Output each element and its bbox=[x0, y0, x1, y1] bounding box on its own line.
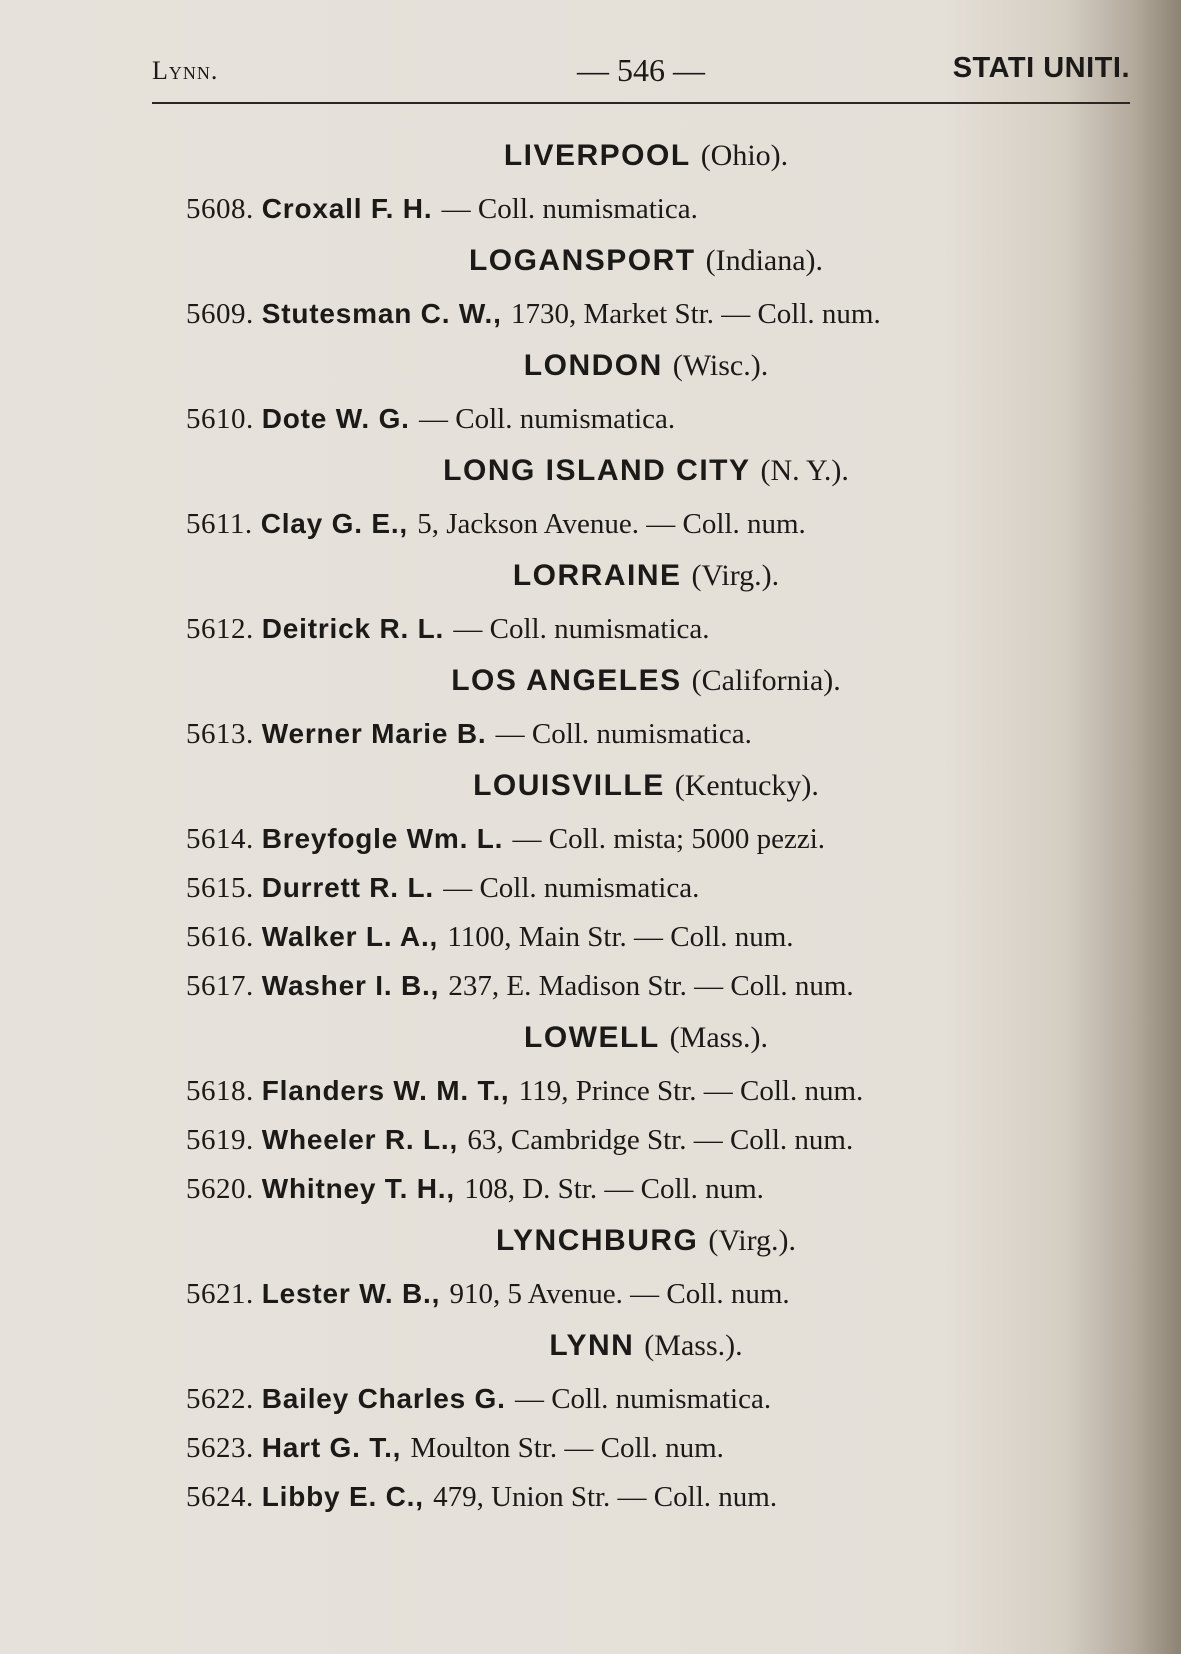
directory-entry bbox=[186, 1269, 1146, 1318]
entry-detail: — Coll. numismatica. bbox=[453, 613, 710, 645]
entry-detail: 119, Prince Str. — Coll. num. bbox=[518, 1075, 864, 1107]
city-region: (Kentucky). bbox=[674, 769, 819, 802]
page-number: — 546 — bbox=[577, 52, 705, 88]
directory-entry bbox=[186, 1374, 1146, 1423]
entry-name: Werner Marie B. bbox=[261, 718, 487, 749]
entry-detail: — Coll. numismatica. bbox=[419, 403, 676, 435]
directory-entry bbox=[186, 184, 1146, 233]
city-name: LOS ANGELES bbox=[451, 664, 682, 697]
city-name: LONDON bbox=[523, 349, 663, 382]
city-region: (Virg.). bbox=[691, 559, 780, 592]
entry-number: 5611. bbox=[186, 508, 253, 540]
city-region: (Mass.). bbox=[644, 1329, 743, 1362]
entry-number: 5618. bbox=[186, 1075, 254, 1107]
entry-detail: — Coll. mista; 5000 pezzi. bbox=[512, 823, 826, 855]
entry-detail: Moulton Str. — Coll. num. bbox=[410, 1432, 724, 1464]
city-heading bbox=[186, 1318, 1106, 1374]
directory-entry bbox=[186, 863, 1146, 912]
entry-detail: 910, 5 Avenue. — Coll. num. bbox=[449, 1278, 790, 1310]
city-name: LOUISVILLE bbox=[473, 769, 665, 802]
city-heading bbox=[186, 338, 1106, 394]
running-head-left: Lynn. bbox=[152, 56, 219, 85]
entry-detail: — Coll. numismatica. bbox=[443, 872, 700, 904]
city-heading bbox=[186, 1213, 1106, 1269]
entry-name: Walker L. A., bbox=[261, 921, 439, 952]
city-name: LONG ISLAND CITY bbox=[443, 454, 751, 487]
entry-number: 5615. bbox=[186, 872, 254, 904]
entry-name: Dote W. G. bbox=[261, 403, 410, 434]
directory-entry bbox=[186, 1115, 1146, 1164]
entry-detail: — Coll. numismatica. bbox=[495, 718, 752, 750]
city-region: (N. Y.). bbox=[760, 454, 849, 487]
directory-entry bbox=[186, 1164, 1146, 1213]
entry-detail: — Coll. numismatica. bbox=[441, 193, 698, 225]
entry-number: 5608. bbox=[186, 193, 254, 225]
entry-name: Libby E. C., bbox=[261, 1481, 424, 1512]
city-region: (Wisc.). bbox=[672, 349, 769, 382]
entry-name: Stutesman C. W., bbox=[261, 298, 502, 329]
entry-name: Hart G. T., bbox=[261, 1432, 402, 1463]
directory-entry bbox=[186, 912, 1146, 961]
entry-detail: 1730, Market Str. — Coll. num. bbox=[510, 298, 881, 330]
entry-name: Clay G. E., bbox=[260, 508, 408, 539]
page-header bbox=[152, 48, 1130, 98]
entry-detail: 5, Jackson Avenue. — Coll. num. bbox=[417, 508, 806, 540]
directory-listing bbox=[186, 128, 1146, 1521]
entry-detail: 108, D. Str. — Coll. num. bbox=[464, 1173, 764, 1205]
entry-number: 5619. bbox=[186, 1124, 254, 1156]
entry-name: Croxall F. H. bbox=[261, 193, 433, 224]
directory-entry bbox=[186, 1472, 1146, 1521]
entry-detail: 63, Cambridge Str. — Coll. num. bbox=[467, 1124, 854, 1156]
city-name: LYNN bbox=[549, 1329, 635, 1362]
entry-number: 5617. bbox=[186, 970, 254, 1002]
city-heading bbox=[186, 653, 1106, 709]
directory-entry bbox=[186, 709, 1146, 758]
entry-number: 5614. bbox=[186, 823, 254, 855]
entry-name: Lester W. B., bbox=[261, 1278, 441, 1309]
entry-number: 5609. bbox=[186, 298, 254, 330]
entry-name: Flanders W. M. T., bbox=[261, 1075, 510, 1106]
city-name: LOGANSPORT bbox=[468, 244, 696, 277]
entry-number: 5623. bbox=[186, 1432, 254, 1464]
entry-name: Durrett R. L. bbox=[261, 872, 434, 903]
directory-entry bbox=[186, 1423, 1146, 1472]
entry-number: 5624. bbox=[186, 1481, 254, 1513]
entry-number: 5621. bbox=[186, 1278, 254, 1310]
city-name: LYNCHBURG bbox=[495, 1224, 699, 1257]
entry-name: Bailey Charles G. bbox=[261, 1383, 506, 1414]
header-rule bbox=[152, 102, 1130, 104]
city-heading bbox=[186, 443, 1106, 499]
entry-name: Breyfogle Wm. L. bbox=[261, 823, 504, 854]
directory-entry bbox=[186, 961, 1146, 1010]
city-name: LIVERPOOL bbox=[503, 139, 691, 172]
entry-detail: 1100, Main Str. — Coll. num. bbox=[447, 921, 794, 953]
directory-entry bbox=[186, 499, 1146, 548]
city-heading bbox=[186, 1010, 1106, 1066]
entry-number: 5616. bbox=[186, 921, 254, 953]
city-name: LORRAINE bbox=[512, 559, 682, 592]
city-region: (Ohio). bbox=[700, 139, 789, 172]
city-region: (Indiana). bbox=[705, 244, 824, 277]
entry-number: 5610. bbox=[186, 403, 254, 435]
city-heading bbox=[186, 758, 1106, 814]
entry-name: Washer I. B., bbox=[261, 970, 440, 1001]
directory-entry bbox=[186, 1066, 1146, 1115]
directory-entry bbox=[186, 814, 1146, 863]
entry-name: Whitney T. H., bbox=[261, 1173, 455, 1204]
city-region: (Virg.). bbox=[708, 1224, 797, 1257]
entry-number: 5620. bbox=[186, 1173, 254, 1205]
city-name: LOWELL bbox=[524, 1021, 660, 1054]
directory-entry bbox=[186, 289, 1146, 338]
entry-name: Deitrick R. L. bbox=[261, 613, 445, 644]
city-heading bbox=[186, 233, 1106, 289]
running-head-right: STATI UNITI. bbox=[952, 52, 1130, 84]
entry-detail: 479, Union Str. — Coll. num. bbox=[433, 1481, 778, 1513]
entry-detail: 237, E. Madison Str. — Coll. num. bbox=[448, 970, 854, 1002]
city-heading bbox=[186, 128, 1106, 184]
city-region: (Mass.). bbox=[669, 1021, 768, 1054]
entry-name: Wheeler R. L., bbox=[261, 1124, 459, 1155]
city-heading bbox=[186, 548, 1106, 604]
entry-number: 5622. bbox=[186, 1383, 254, 1415]
city-region: (California). bbox=[691, 664, 841, 697]
entry-detail: — Coll. numismatica. bbox=[514, 1383, 772, 1415]
entry-number: 5613. bbox=[186, 718, 254, 750]
directory-entry bbox=[186, 604, 1146, 653]
directory-entry bbox=[186, 394, 1146, 443]
entry-number: 5612. bbox=[186, 613, 254, 645]
